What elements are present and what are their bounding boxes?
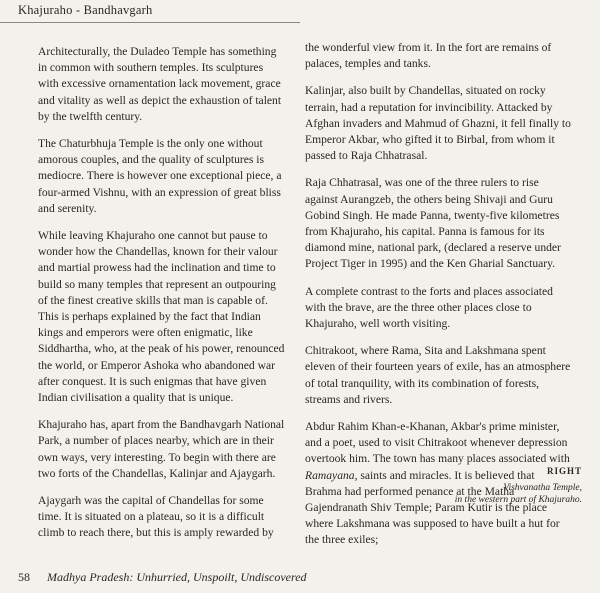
paragraph: While leaving Khajuraho one cannot but pause to wonder how the Chandellas, known for their valour and martial prowess had the inclination and time to build so many temples that represent an outpouring of the finest creative skills that man is capable of. This is perhaps explained by the fact that Indian kings and emperors were often enigmatic, like Siddhartha, who, at the peak of his power, renounced the world, or Emperor Ashoka who abandoned war after conquest. It is such enigmas that have given Indian civilisation a quality that is unique.: [38, 229, 285, 405]
image-caption: [342, 466, 582, 506]
paragraph: Architecturally, the Duladeo Temple has something in common with southern temples. Its sculptures with excessive ornamentation lack movement, grace and vitality as well as depict the exhaustion of talent by the twelfth century.: [38, 45, 282, 123]
book-title: Madhya Pradesh: Unhurried, Unspoilt, Undiscovered: [47, 570, 307, 584]
header-title: Khajuraho - Bandhavgarh: [18, 3, 153, 17]
paragraph: Kalinjar, also built by Chandellas, situated on rocky terrain, had a reputation for invincibility. Attacked by Afghan invaders and Mahmud of Ghazni, it fell finally to Emperor Akbar, who gifted it to Birbal, from whom it passed to Raja Chhatrasal.: [305, 84, 571, 163]
paragraph: Raja Chhatrasal, was one of the three rulers to rise against Aurangzeb, the others being Shivaji and Guru Gobind Singh. He made Panna, twenty-five kilometres from Khajuraho, his capital. Panna is famous for its diamond mine, national park, (declared a reserve under Project Tiger in 1995) and the Ken Gharial Sanctuary.: [305, 176, 561, 271]
caption-label: RIGHT: [546, 466, 582, 476]
caption-line: Vishvanatha Temple,: [503, 483, 582, 493]
text-run: , saints and miracles. It is believed that Brahma had performed penance at the Matha Gajendranath Shiv Temple; Param Kutir is the place where Lakshmana was supposed to have built a hut for the three exiles;: [305, 468, 560, 547]
left-column: [38, 44, 286, 553]
paragraph: A complete contrast to the forts and places associated with the brave, are the three other places close to Khajuraho, well worth visiting.: [305, 284, 553, 331]
page-number: 58: [18, 570, 30, 584]
paragraph: Khajuraho has, apart from the Bandhavgarh National Park, a number of places nearby, which are in their own ways, very interesting. To begin with there are two forts of the Chandellas, Kalinjar and Ajaygarh.: [38, 418, 285, 480]
text-run: Abdur Rahim Khan-e-Khanan, Akbar's prime minister, and a poet, used to visit Chitrakoot whenever depression overtook him. The town has many places associated with: [305, 420, 570, 466]
paragraph-continuation: the wonderful view from it. In the fort are remains of palaces, temples and tanks.: [305, 41, 552, 71]
paragraph: Ajaygarh was the capital of Chandellas for some time. It is situated on a plateau, so it is a difficult climb to reach there, but this is amply rewarded by: [38, 494, 274, 540]
paragraph: Chitrakoot, where Rama, Sita and Lakshmana spent eleven of their fourteen years of exile, has an atmosphere of total tranquility, with its combination of forests, streams and rivers.: [305, 344, 571, 406]
paragraph: The Chaturbhuja Temple is the only one without amorous couples, and the quality of sculptures is mediocre. There is however one exceptional piece, a four-armed Vishnu, with an expression of great bliss and serenity.: [38, 137, 282, 215]
italic-title: Ramayana: [305, 468, 355, 482]
header-rule: [0, 22, 300, 23]
running-header: [0, 0, 600, 20]
page-footer: [18, 570, 307, 585]
caption-line: in the western part of Khajuraho.: [454, 495, 582, 505]
